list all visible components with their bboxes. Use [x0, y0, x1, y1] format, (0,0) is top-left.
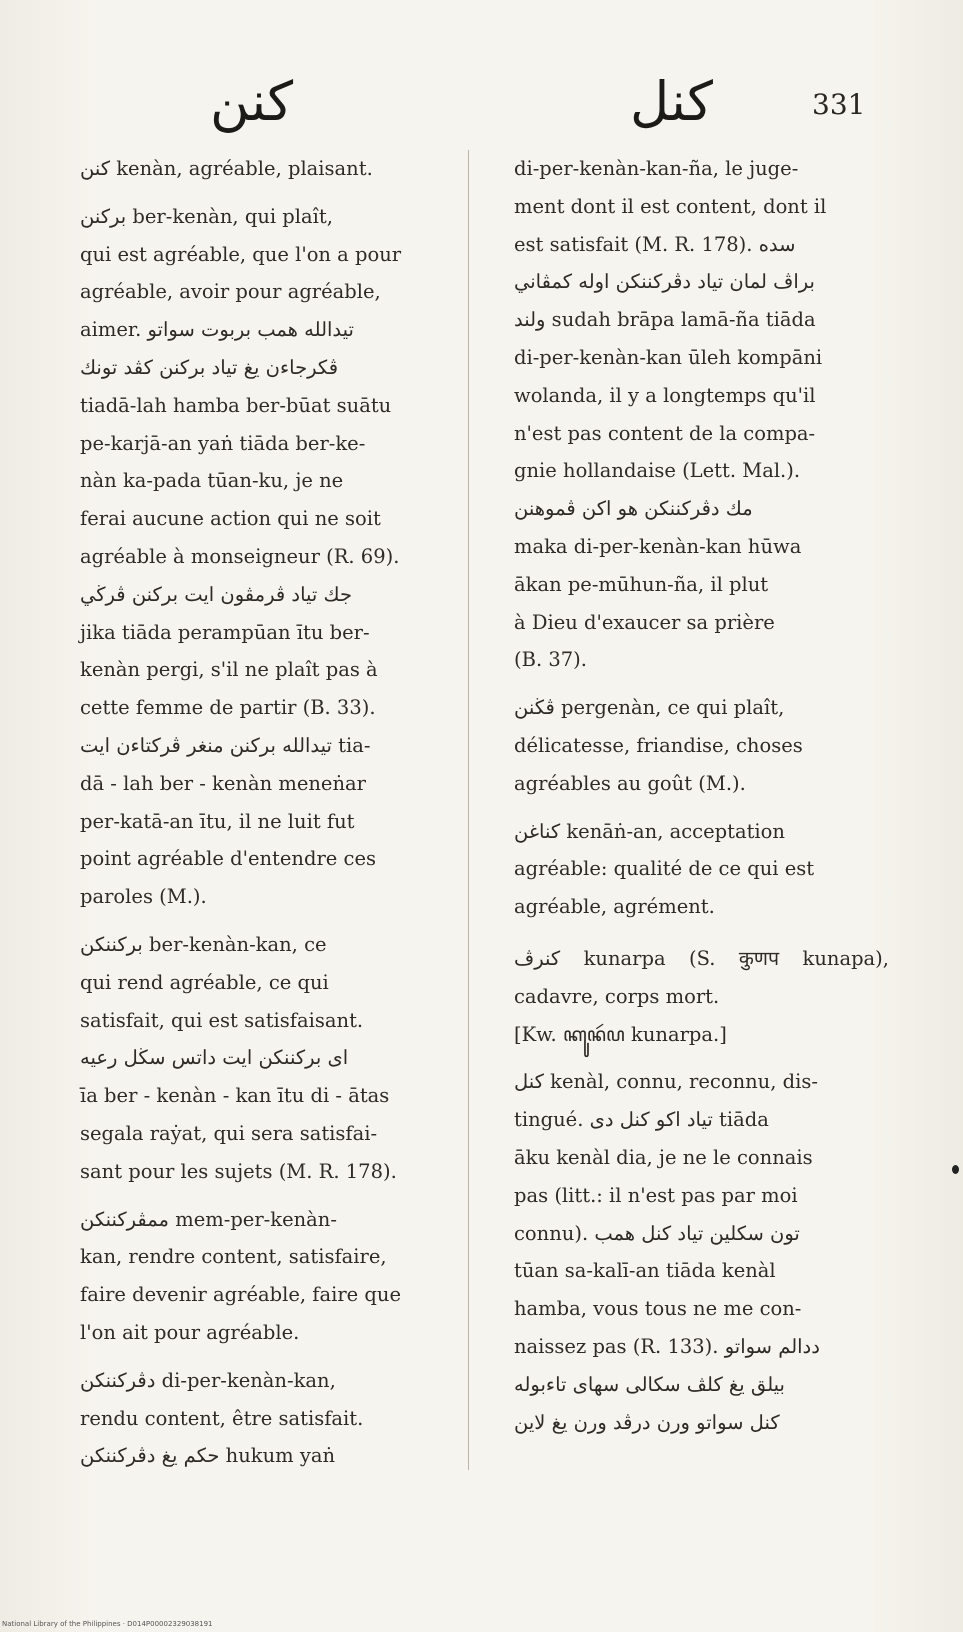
left-header-arabic: كنن	[210, 70, 294, 133]
entry-ber-kenan-kan: بركننكن ber-kenàn-kan, ce qui rend agréable, ce qui satisfait, qui est satisfaisant. اى بركننكن ايت داتس سڬل رعيه īa ber - kenàn - kan ītu di - ātas segala raẏat, qui sera satisfai- sant pour les sujets (M. R. 178).	[80, 932, 397, 1183]
entry-mem-per-kenan-kan: ممڤركننكن mem-per-kenàn- kan, rendre content, satisfaire, faire devenir agréable, faire que l'on ait pour agréable.	[80, 1207, 402, 1344]
entry-pergenan: ڤڬنن pergenàn, ce qui plaît, délicatesse, friandise, choses agréables au goût (M.).	[514, 696, 803, 795]
entry-ber-kenan: بركنن ber-kenàn, qui plaît, qui est agréable, que l'on a pour agréable, avoir pour agréable, aimer. تيدالله همب بربوت سواتو ڤكرجاءن يغ تياد بركنن كڤد تونك tiadā-lah hamba ber-būat suātu pe-karjā-an yaṅ tiāda ber-ke- nàn ka-pada tūan-ku, je ne ferai aucune action qui ne soit agréable à monseigneur (R. 69). جك تياد ڤرمڤون ايت بركنن ڤرڬي jika tiāda perampūan ītu ber- kenàn pergi, s'il ne plaît pas à cette femme de partir (B. 33). تيدالله بركنن منغر ڤركتاءن ايت tia- dā - lah ber - kenàn meneṅar per-katā-an ītu, il ne luit fut point agréable d'entendre ces paroles (M.).	[80, 204, 402, 909]
right-column	[514, 150, 889, 1441]
column-divider	[468, 150, 469, 1470]
footer-credit: National Library of the Philippines · D014P00002329038191	[2, 1620, 213, 1628]
left-column	[80, 150, 455, 1475]
entry-kenan: كنن kenàn, agréable, plaisant.	[80, 157, 373, 180]
entry-kunarpa-kawi: [Kw. ꦏꦸꦤꦂꦥ kunarpa.]	[514, 1022, 727, 1046]
entry-continued: di-per-kenàn-kan-ña, le juge- ment dont il est content, dont il est satisfait (M. R. 178). سده براڤ لمان تياد دڤركننكن اوله كمڤاني ولند sudah brāpa lamā-ña tiāda di-per-kenàn-kan ūleh kompāni wolanda, il y a longtemps qu'il n'est pas content de la compa- gnie hollandaise (Lett. Mal.). مك دڤركننكن هو اكن ڤموهنن maka di-per-kenàn-kan hūwa ākan pe-mūhun-ña, il plut à Dieu d'exaucer sa prière (B. 37).	[514, 157, 827, 672]
entry-kenal: كنل kenàl, connu, reconnu, dis- tingué. تياد اكو كنل دى tiāda āku kenàl dia, je ne le connais pas (litt.: il n'est pas par moi connu). تون سكلين تياد كنل همب tūan sa-kalī-an tiāda kenàl hamba, vous tous ne me con- naissez pas (R. 133). ددالم سواتو بيلق يغ كلڤ سكالى سهاى تاءبوله كنل سواتو ورن درڤد ورن يغ لاين	[514, 1070, 820, 1434]
entry-kunarpa: كنرڤ kunarpa (S. कुणप kunapa), cadavre, corps mort.	[514, 946, 889, 1008]
right-header-arabic: كنل	[630, 70, 713, 133]
entry-di-per-kenan-kan: دڤركننكن di-per-kenàn-kan, rendu content, être satisfait. حكم يغ دڤركننكن hukum yaṅ	[80, 1368, 364, 1468]
page-number: 331	[812, 88, 866, 121]
entry-kenang-an: كناغن kenāṅ-an, acceptation agréable: qualité de ce qui est agréable, agrément.	[514, 819, 815, 919]
margin-mark	[952, 1165, 959, 1174]
